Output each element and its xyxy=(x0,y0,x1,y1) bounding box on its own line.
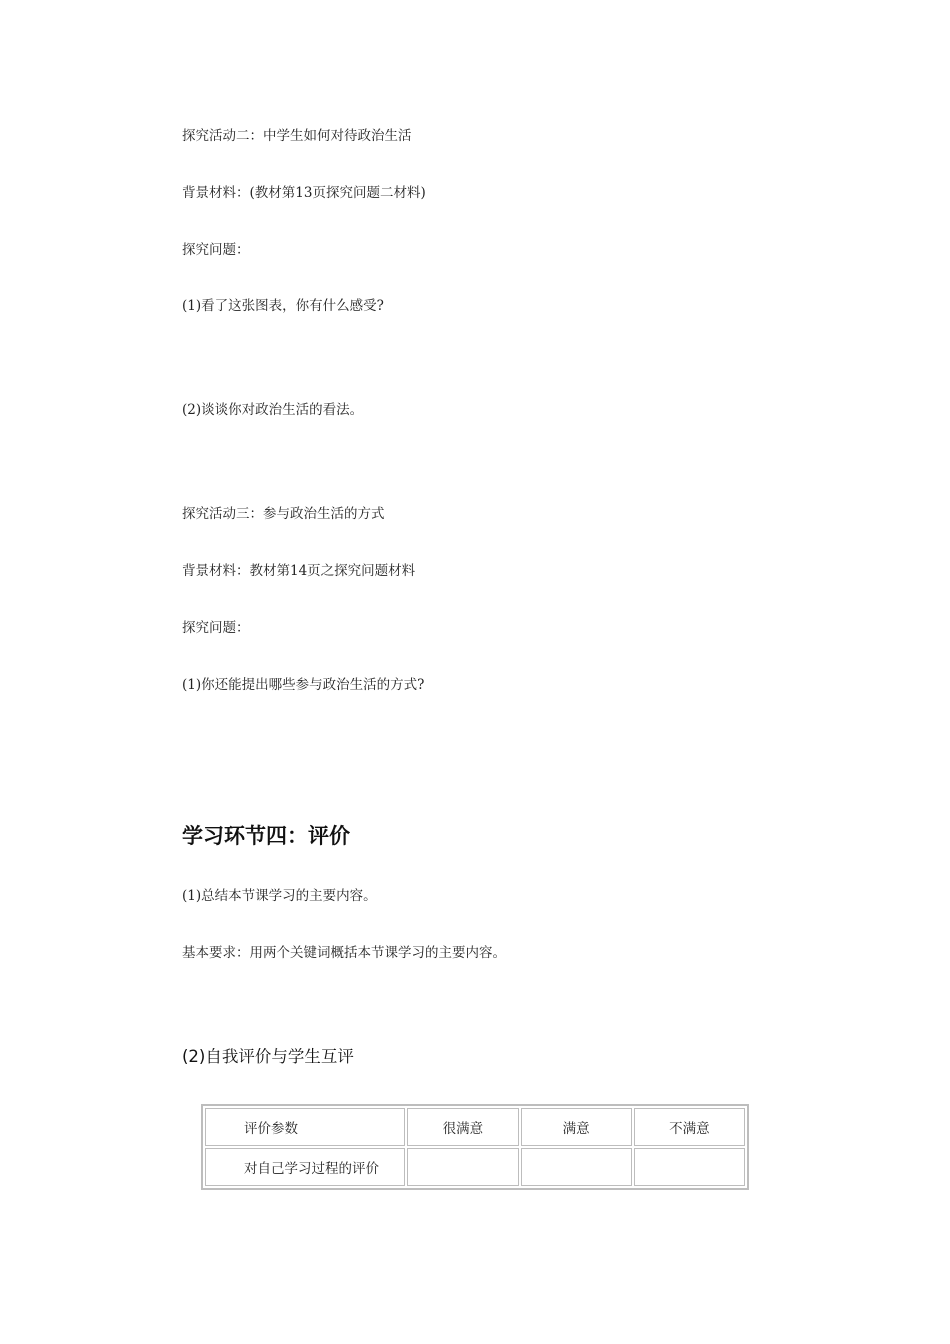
section4-item-2: (2)自我评价与学生互评 xyxy=(182,1047,354,1066)
table-cell: 对自己学习过程的评价 xyxy=(205,1148,405,1186)
evaluation-table xyxy=(201,1104,749,1190)
activity3-title: 探究活动三：参与政治生活的方式 xyxy=(182,506,385,522)
activity3-background: 背景材料：教材第14页之探究问题材料 xyxy=(182,563,416,579)
activity3-question-label: 探究问题： xyxy=(182,620,250,636)
section4-requirement: 基本要求：用两个关键词概括本节课学习的主要内容。 xyxy=(182,945,506,961)
activity2-title: 探究活动二：中学生如何对待政治生活 xyxy=(182,128,412,144)
table-header-cell: 评价参数 xyxy=(205,1108,405,1146)
table-cell[interactable] xyxy=(634,1148,745,1186)
activity3-question-1: (1)你还能提出哪些参与政治生活的方式? xyxy=(182,677,425,693)
table-cell[interactable] xyxy=(521,1148,632,1186)
table-header-cell: 满意 xyxy=(521,1108,632,1146)
table-header-cell: 很满意 xyxy=(407,1108,518,1146)
activity2-question-label: 探究问题： xyxy=(182,242,250,258)
table-header-row xyxy=(205,1108,745,1146)
table-header-cell: 不满意 xyxy=(634,1108,745,1146)
activity2-question-1: (1)看了这张图表，你有什么感受? xyxy=(182,298,384,314)
table-row xyxy=(205,1148,745,1186)
activity2-question-2: (2)谈谈你对政治生活的看法。 xyxy=(182,402,364,418)
table-cell[interactable] xyxy=(407,1148,518,1186)
section4-heading: 学习环节四：评价 xyxy=(182,824,350,848)
section4-item-1: (1)总结本节课学习的主要内容。 xyxy=(182,888,377,904)
activity2-background: 背景材料：(教材第13页探究问题二材料) xyxy=(182,185,426,201)
